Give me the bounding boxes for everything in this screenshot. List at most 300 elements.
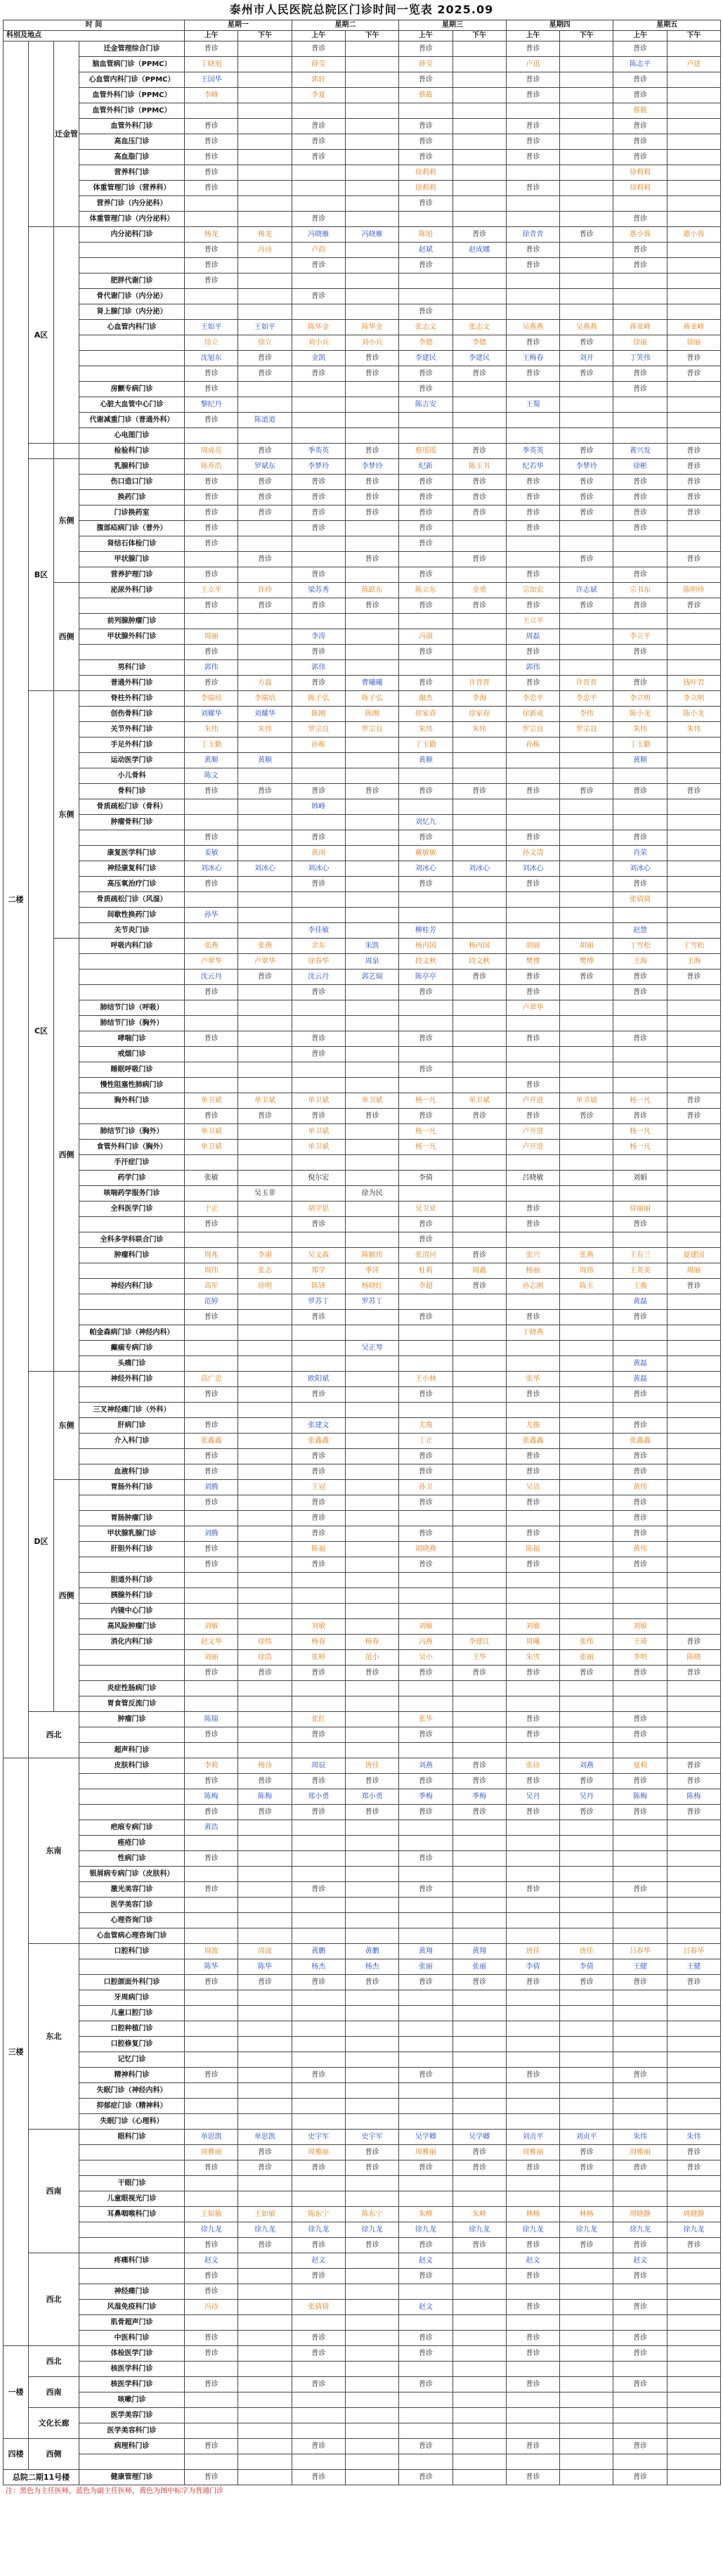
schedule-cell: 普诊 [613, 475, 667, 490]
schedule-cell [185, 2362, 238, 2377]
schedule-cell [560, 2300, 613, 2315]
table-row [4, 351, 721, 366]
department-name: 骨代谢门诊（内分泌） [79, 289, 185, 304]
schedule-cell: 普诊 [399, 134, 452, 150]
schedule-cell: 普诊 [560, 784, 613, 799]
table-row [4, 1573, 721, 1588]
schedule-cell [238, 1588, 292, 1604]
schedule-cell [613, 1743, 667, 1758]
schedule-cell [560, 1078, 613, 1093]
schedule-cell [452, 1913, 506, 1928]
schedule-cell: 黄鹏 [345, 1944, 398, 1959]
schedule-cell: 张鑫鑫 [613, 1434, 667, 1449]
schedule-cell: 普诊 [452, 505, 506, 521]
schedule-cell: 普诊 [560, 598, 613, 614]
schedule-cell: 陈梅 [613, 1789, 667, 1805]
schedule-cell [345, 1464, 398, 1480]
schedule-cell [667, 536, 720, 552]
schedule-cell: 许晋晋 [560, 676, 613, 691]
table-row [4, 691, 721, 707]
schedule-cell: 普诊 [560, 552, 613, 567]
table-row [4, 304, 721, 320]
schedule-cell [506, 289, 559, 304]
schedule-cell [560, 1031, 613, 1047]
header-row-days [4, 20, 721, 31]
schedule-cell: 普诊 [506, 1031, 559, 1047]
schedule-cell: 李倩 [506, 1959, 559, 1975]
schedule-cell [345, 1356, 398, 1372]
schedule-cell: 普诊 [185, 1975, 238, 1990]
schedule-cell [345, 2377, 398, 2393]
schedule-cell: 普诊 [399, 490, 452, 505]
am-header: 上午 [399, 31, 452, 41]
schedule-cell [667, 1712, 720, 1727]
schedule-cell: 李瑞培 [185, 691, 238, 707]
schedule-cell [667, 1202, 720, 1217]
schedule-cell [506, 165, 559, 181]
schedule-cell: 普诊 [185, 1387, 238, 1403]
schedule-cell: 刘敏 [506, 1619, 559, 1635]
schedule-cell [238, 1619, 292, 1635]
table-row [4, 1774, 721, 1789]
schedule-cell [345, 1867, 398, 1882]
schedule-cell [238, 1232, 292, 1248]
schedule-cell: 普诊 [185, 1495, 238, 1511]
department-name: 心血管病心理咨询门诊 [79, 1928, 185, 1944]
schedule-cell [560, 103, 613, 119]
schedule-cell [292, 2006, 345, 2021]
table-row [4, 1140, 721, 1155]
schedule-cell [506, 1341, 559, 1356]
schedule-cell [506, 103, 559, 119]
schedule-cell: 杨龙 [238, 227, 292, 243]
schedule-cell: 普诊 [452, 227, 506, 243]
department-name: 男科门诊 [79, 660, 185, 676]
department-name: 睡眠呼吸门诊 [79, 1062, 185, 1078]
schedule-cell: 陈华 [238, 1959, 292, 1975]
area-label: 西南 [29, 2130, 79, 2253]
schedule-cell [506, 1047, 559, 1062]
schedule-cell: 普诊 [292, 1805, 345, 1820]
schedule-cell: 杨杰 [345, 1959, 398, 1975]
table-row [4, 2191, 721, 2207]
schedule-cell: 王有兰 [613, 1248, 667, 1263]
department-name: 运动医学门诊 [79, 753, 185, 768]
schedule-cell: 陈东宁 [345, 2207, 398, 2222]
schedule-cell: 普诊 [238, 552, 292, 567]
department-name: 手足外科门诊 [79, 738, 185, 753]
schedule-cell [238, 119, 292, 134]
table-row [4, 2176, 721, 2191]
schedule-cell [452, 165, 506, 181]
department-name: 血管外科门诊（PPMC） [79, 103, 185, 119]
table-row [4, 1882, 721, 1898]
schedule-cell [345, 2006, 398, 2021]
schedule-cell [238, 1727, 292, 1743]
schedule-cell [506, 1062, 559, 1078]
department-name: 检验科门诊 [79, 444, 185, 459]
schedule-cell [560, 738, 613, 753]
department-name [79, 954, 185, 970]
schedule-cell: 普诊 [185, 1851, 238, 1867]
schedule-cell [238, 397, 292, 413]
schedule-cell [506, 2021, 559, 2037]
side-label: 西侧 [54, 583, 79, 691]
department-name: 肺结节门诊（胸外） [79, 1016, 185, 1031]
schedule-cell: 胡丽 [506, 939, 559, 954]
schedule-cell [613, 1062, 667, 1078]
schedule-cell: 普诊 [560, 1774, 613, 1789]
schedule-cell [452, 258, 506, 273]
schedule-cell [238, 2176, 292, 2191]
schedule-cell [667, 660, 720, 676]
schedule-cell: 周晓静 [613, 2207, 667, 2222]
schedule-cell [452, 119, 506, 134]
schedule-cell [292, 2191, 345, 2207]
schedule-cell: 蒋亚峰 [613, 320, 667, 335]
schedule-cell: 丁笑伟 [613, 351, 667, 366]
schedule-cell [560, 1480, 613, 1495]
schedule-cell: 普诊 [613, 1526, 667, 1542]
schedule-cell: 普诊 [452, 1279, 506, 1294]
schedule-cell: 普诊 [452, 2145, 506, 2160]
schedule-cell: 普诊 [613, 1511, 667, 1526]
table-row [4, 2130, 721, 2145]
schedule-cell: 徐伟 [238, 1635, 292, 1650]
area-label [29, 41, 54, 227]
schedule-cell [399, 413, 452, 428]
schedule-cell [560, 41, 613, 57]
schedule-cell: 郭轩 [292, 72, 345, 88]
table-row [4, 1928, 721, 1944]
schedule-cell: 黄兴发 [613, 444, 667, 459]
schedule-cell: 罗宗良 [560, 722, 613, 738]
schedule-cell [238, 1047, 292, 1062]
schedule-cell [345, 1031, 398, 1047]
schedule-cell: 陈刚 [292, 707, 345, 722]
schedule-cell [292, 304, 345, 320]
schedule-cell [292, 1000, 345, 1016]
department-name [79, 985, 185, 1000]
schedule-cell [292, 1898, 345, 1913]
schedule-cell [452, 196, 506, 212]
department-name: 心电图门诊 [79, 428, 185, 444]
schedule-cell [399, 1928, 452, 1944]
schedule-cell: 王健 [613, 1959, 667, 1975]
schedule-cell: 普诊 [613, 830, 667, 846]
schedule-cell [452, 830, 506, 846]
schedule-cell: 陈瑞 [185, 1712, 238, 1727]
table-row [4, 1387, 721, 1403]
schedule-cell [560, 2346, 613, 2362]
schedule-cell [667, 1557, 720, 1573]
schedule-cell: 卢开进 [506, 1124, 559, 1140]
schedule-cell [452, 1387, 506, 1403]
schedule-cell: 张倩倩 [613, 892, 667, 908]
schedule-cell [238, 2068, 292, 2083]
department-name: 医学美容门诊 [79, 2408, 185, 2423]
schedule-cell [345, 1062, 398, 1078]
schedule-cell: 徐立 [238, 335, 292, 351]
department-name [79, 243, 185, 258]
schedule-cell: 普诊 [292, 119, 345, 134]
schedule-cell: 徐九龙 [238, 2222, 292, 2238]
schedule-cell [560, 2439, 613, 2454]
schedule-cell: 普诊 [292, 1511, 345, 1526]
department-name: 风湿免疫科门诊 [79, 2300, 185, 2315]
schedule-cell: 肖荣 [613, 846, 667, 861]
schedule-cell [667, 1928, 720, 1944]
schedule-cell [238, 1681, 292, 1696]
department-name: 体重管理门诊（内分泌科） [79, 212, 185, 227]
schedule-cell: 杨杰 [292, 1959, 345, 1975]
schedule-cell [292, 181, 345, 196]
schedule-cell [399, 2021, 452, 2037]
department-name: 甲状腺乳腺门诊 [79, 1526, 185, 1542]
schedule-cell: 杨晓红 [345, 1279, 398, 1294]
schedule-cell: 普诊 [185, 1882, 238, 1898]
schedule-cell [560, 1062, 613, 1078]
schedule-cell [399, 908, 452, 923]
schedule-cell: 王冠 [292, 1480, 345, 1495]
department-name: 耳鼻咽喉科门诊 [79, 2207, 185, 2222]
table-row [4, 1867, 721, 1882]
schedule-cell [452, 273, 506, 289]
schedule-cell [560, 1573, 613, 1588]
schedule-cell [345, 88, 398, 103]
schedule-cell [292, 1867, 345, 1882]
schedule-cell [292, 1588, 345, 1604]
schedule-cell [560, 1851, 613, 1867]
schedule-cell [292, 1341, 345, 1356]
schedule-cell [238, 2284, 292, 2300]
schedule-cell [399, 2315, 452, 2331]
schedule-cell [667, 815, 720, 830]
schedule-cell: 普诊 [667, 475, 720, 490]
schedule-cell [345, 1990, 398, 2006]
schedule-cell [667, 1372, 720, 1387]
schedule-cell [345, 614, 398, 629]
schedule-cell: 季萍 [345, 1263, 398, 1279]
schedule-cell [506, 2408, 559, 2423]
schedule-cell: 王英美 [613, 1263, 667, 1279]
table-row [4, 676, 721, 691]
schedule-cell: 普诊 [185, 1464, 238, 1480]
schedule-cell: 徐莉莉 [399, 165, 452, 181]
schedule-cell [345, 1511, 398, 1526]
schedule-cell [667, 1325, 720, 1341]
table-row [4, 1990, 721, 2006]
schedule-cell: 林杨 [560, 2207, 613, 2222]
table-row [4, 2377, 721, 2393]
schedule-cell [667, 1047, 720, 1062]
schedule-cell: 普诊 [560, 970, 613, 985]
schedule-cell: 朱伟 [399, 722, 452, 738]
department-name: 口腔修复门诊 [79, 2037, 185, 2052]
schedule-cell: 普诊 [613, 258, 667, 273]
table-row [4, 2052, 721, 2068]
schedule-cell: 朱峰 [399, 2207, 452, 2222]
schedule-cell [345, 181, 398, 196]
schedule-cell [452, 815, 506, 830]
schedule-cell: 王国华 [185, 72, 238, 88]
table-row [4, 88, 721, 103]
schedule-cell: 李立平 [613, 629, 667, 645]
schedule-cell [345, 1449, 398, 1464]
department-name [79, 1217, 185, 1232]
department-name: 食管外科门诊（胸外） [79, 1140, 185, 1155]
department-name [79, 830, 185, 846]
schedule-cell: 李德 [399, 335, 452, 351]
schedule-cell: 普诊 [667, 2160, 720, 2176]
schedule-cell: 周辰 [292, 1758, 345, 1774]
schedule-cell: 陈亭亭 [399, 970, 452, 985]
schedule-cell [238, 212, 292, 227]
department-name: 心脏大血管中心门诊 [79, 397, 185, 413]
schedule-cell: 普诊 [506, 258, 559, 273]
table-row [4, 1372, 721, 1387]
schedule-cell: 黄浩 [185, 1820, 238, 1836]
schedule-cell: 余东 [292, 939, 345, 954]
schedule-cell: 普诊 [399, 536, 452, 552]
schedule-cell [238, 103, 292, 119]
schedule-cell [560, 768, 613, 784]
schedule-cell: 普诊 [667, 2238, 720, 2253]
schedule-cell: 普诊 [613, 598, 667, 614]
schedule-cell [667, 2068, 720, 2083]
schedule-cell: 周雅丽 [399, 2145, 452, 2160]
schedule-cell: 普诊 [238, 970, 292, 985]
schedule-cell [238, 150, 292, 165]
schedule-cell: 普诊 [345, 1805, 398, 1820]
schedule-cell [452, 1743, 506, 1758]
table-row [4, 1588, 721, 1604]
department-name: 全科多学科联合门诊 [79, 1232, 185, 1248]
schedule-cell: 黄翔 [399, 1944, 452, 1959]
schedule-cell: 杨一凡 [399, 1124, 452, 1140]
schedule-cell [506, 2083, 559, 2099]
schedule-cell [506, 1356, 559, 1372]
department-name: 口腔种植门诊 [79, 2021, 185, 2037]
schedule-cell: 普诊 [292, 1882, 345, 1898]
schedule-cell [185, 1016, 238, 1031]
table-row [4, 2423, 721, 2439]
schedule-cell [185, 2393, 238, 2408]
schedule-cell [185, 1588, 238, 1604]
schedule-cell: 丁玉勤 [399, 738, 452, 753]
schedule-cell: 王如敏 [238, 2207, 292, 2222]
schedule-cell: 普诊 [185, 505, 238, 521]
schedule-cell [613, 2454, 667, 2470]
department-name: 核医学科门诊 [79, 2362, 185, 2377]
schedule-cell [345, 258, 398, 273]
table-row [4, 552, 721, 567]
schedule-cell [506, 2393, 559, 2408]
schedule-cell [345, 2362, 398, 2377]
schedule-cell: 蔡筱 [613, 103, 667, 119]
table-row [4, 1743, 721, 1758]
schedule-cell: 杨诗 [238, 1758, 292, 1774]
schedule-cell [345, 165, 398, 181]
department-name: 高血脂门诊 [79, 150, 185, 165]
schedule-cell: 季英英 [506, 444, 559, 459]
schedule-cell [667, 2300, 720, 2315]
schedule-cell [613, 1990, 667, 2006]
schedule-cell: 朱雪 [506, 1650, 559, 1666]
schedule-cell: 普诊 [506, 1078, 559, 1093]
schedule-cell: 普诊 [345, 2145, 398, 2160]
schedule-cell [238, 1820, 292, 1836]
table-row [4, 258, 721, 273]
schedule-cell: 许玲 [238, 583, 292, 598]
schedule-cell [345, 1000, 398, 1016]
schedule-cell [345, 815, 398, 830]
schedule-cell: 张燕 [560, 1248, 613, 1263]
schedule-cell [452, 1820, 506, 1836]
schedule-cell [560, 1495, 613, 1511]
schedule-cell [292, 196, 345, 212]
schedule-cell [238, 1403, 292, 1418]
department-name [79, 1495, 185, 1511]
table-row [4, 1403, 721, 1418]
department-name: 儿童眼视光门诊 [79, 2191, 185, 2207]
schedule-cell [238, 2408, 292, 2423]
schedule-cell: 陈玉书 [452, 459, 506, 475]
schedule-cell [613, 2393, 667, 2408]
table-row [4, 1619, 721, 1635]
schedule-cell: 普诊 [185, 2068, 238, 2083]
table-row [4, 1171, 721, 1186]
schedule-cell: 普诊 [399, 1882, 452, 1898]
department-name [79, 2145, 185, 2160]
table-row [4, 923, 721, 939]
schedule-cell [399, 428, 452, 444]
schedule-cell [292, 273, 345, 289]
schedule-cell: 刘冰心 [452, 861, 506, 877]
schedule-cell [292, 1820, 345, 1836]
schedule-cell: 单卫斌 [185, 1140, 238, 1155]
schedule-cell: 普诊 [452, 598, 506, 614]
schedule-cell [399, 2052, 452, 2068]
schedule-cell: 金勇 [452, 583, 506, 598]
table-row [4, 1526, 721, 1542]
department-name: 失眠门诊（心理科） [79, 2114, 185, 2130]
schedule-cell: 刘敏 [185, 1619, 238, 1635]
department-name: 甲状腺外科门诊 [79, 629, 185, 645]
schedule-cell: 丁玉勤 [185, 738, 238, 753]
table-row [4, 1805, 721, 1820]
schedule-cell [345, 1387, 398, 1403]
schedule-cell [560, 1604, 613, 1619]
schedule-cell [560, 2021, 613, 2037]
schedule-cell [560, 1418, 613, 1434]
schedule-cell: 张华 [506, 1372, 559, 1387]
schedule-cell [399, 1588, 452, 1604]
schedule-cell: 普诊 [506, 1975, 559, 1990]
schedule-cell: 吴丹 [506, 1789, 559, 1805]
schedule-cell: 普诊 [292, 1666, 345, 1681]
schedule-cell: 周鑫 [452, 1263, 506, 1279]
schedule-cell: 丁雪松 [613, 939, 667, 954]
schedule-cell: 黄雨 [292, 846, 345, 861]
schedule-cell [613, 2315, 667, 2331]
schedule-cell [238, 1867, 292, 1882]
department-name: 高风险肿瘤门诊 [79, 1619, 185, 1635]
table-row [4, 1480, 721, 1495]
schedule-cell [560, 1557, 613, 1573]
schedule-cell [613, 799, 667, 815]
schedule-cell [560, 1140, 613, 1155]
